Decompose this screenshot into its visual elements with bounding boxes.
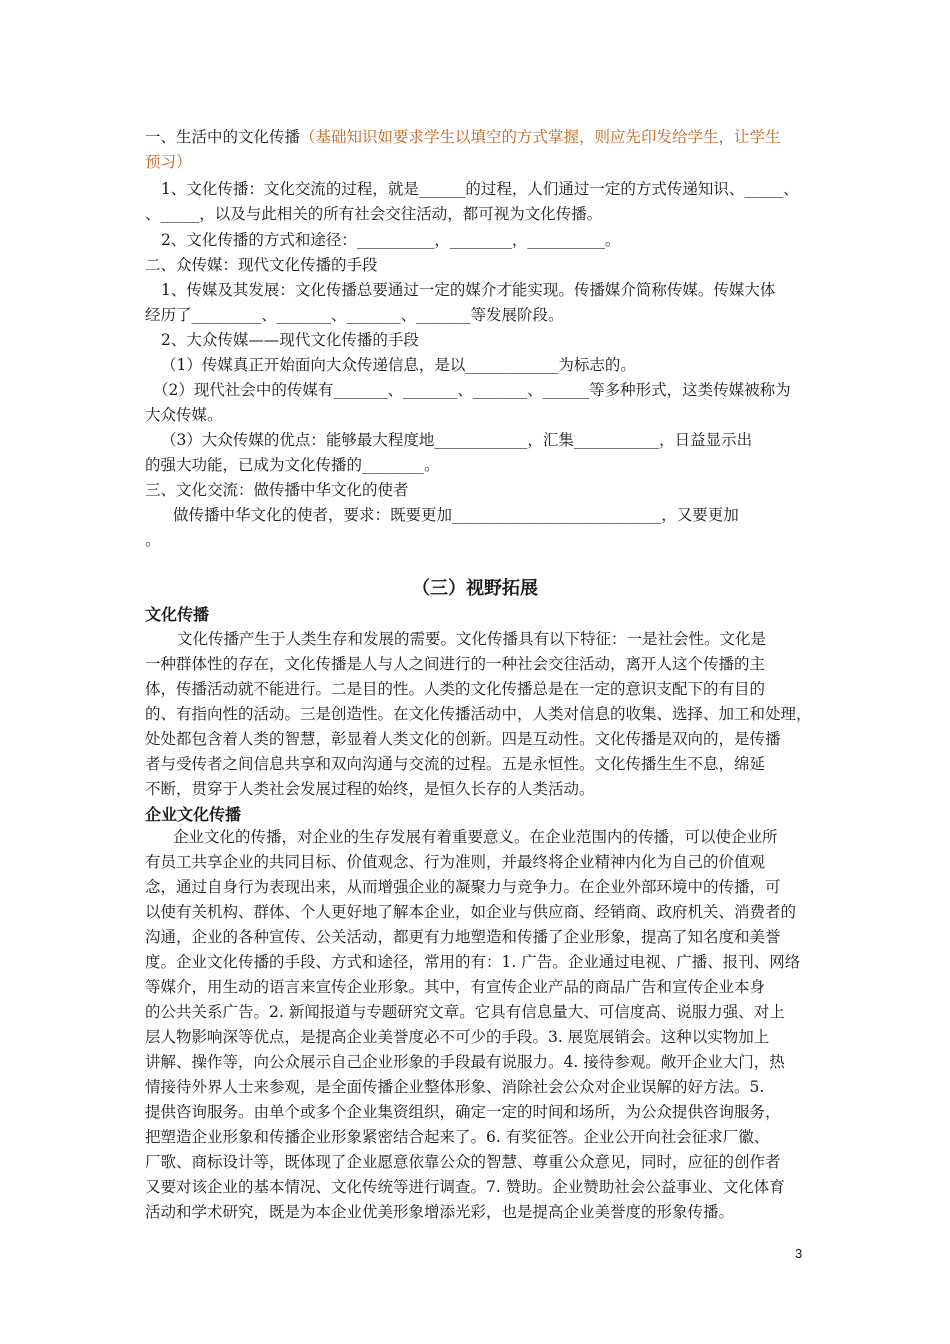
paragraph-line: 企业文化的传播，对企业的生存发展有着重要意义。在企业范围内的传播，可以使企业所 [173,828,778,846]
teacher-note-cont: 预习） [145,153,192,171]
paragraph-line: 把塑造企业形象和传播企业形象紧密结合起来了。6. 有奖征答。企业公开向社会征求厂徽、 [145,1128,770,1146]
section1-item2: 2、文化传播的方式和途径：__________，________，__________。 [161,231,621,249]
section2-heading: 二、众传媒：现代文化传播的手段 [145,256,378,274]
paragraph-line: 不断，贯穿于人类社会发展过程的始终，是恒久长存的人类活动。 [145,780,595,798]
paragraph-line: 提供咨询服务。由单个或多个企业集资组织，确定一定的时间和场所，为公众提供咨询服务， [145,1103,781,1121]
section1-heading-line [145,125,815,149]
section2-sub2-cont: 大众传媒。 [145,406,223,424]
section2-item1: 1、传媒及其发展：文化传播总要通过一定的媒介才能实现。传播媒介简称传媒。传媒大体 [161,281,776,299]
paragraph-line: 体，传播活动就不能进行。二是目的性。人类的文化传播总是在一定的意识支配下的有目的 [145,680,766,698]
section1-heading: 一、生活中的文化传播 [145,128,301,146]
paragraph-line: 等媒介，用生动的语言来宣传企业形象。其中，有宣传企业产品的商品广告和宣传企业本身 [145,978,766,996]
section2-sub3-cont: 的强大功能，已成为文化传播的________。 [145,456,440,474]
section2-item2: 2、大众传媒——现代文化传播的手段 [161,331,419,349]
paragraph-line: 者与受传者之间信息共享和双向沟通与交流的过程。五是永恒性。文化传播生生不息，绵延 [145,755,766,773]
page-number: 3 [795,1246,803,1261]
paragraph-line: 沟通，企业的各种宣传、公关活动，都更有力地塑造和传播了企业形象，提高了知名度和美誉 [145,928,781,946]
paragraph-line: 厂歌、商标设计等，既体现了企业愿意依靠公众的智慧、尊重公众意见，同时，应征的创作者 [145,1153,781,1171]
section3-text-cont: 。 [145,531,161,549]
enterprise-heading: 企业文化传播 [145,805,242,824]
section3-heading: 三、文化交流：做传播中华文化的使者 [145,481,409,499]
paragraph-line: 的公共关系广告。2. 新闻报道与专题研究文章。它具有信息量大、可信度高、说服力强、对上 [145,1003,785,1021]
paragraph-line: 以使有关机构、群体、个人更好地了解本企业，如企业与供应商、经销商、政府机关、消费者的 [145,903,797,921]
paragraph-line: 又要对该企业的基本情况、文化传统等进行调查。7. 赞助。企业赞助社会公益事业、文化体育 [145,1178,785,1196]
paragraph-line: 一种群体性的存在，文化传播是人与人之间进行的一种社会交往活动，离开人这个传播的主 [145,655,766,673]
section2-sub3: （3）大众传媒的优点：能够最大程度地____________，汇集___________，日益显示出 [161,431,753,449]
section1-item1: 1、文化传播：文化交流的过程，就是______的过程，人们通过一定的方式传递知识、_____、 [161,180,799,198]
section2-sub2: （2）现代社会中的传媒有_______、_______、_______、______等多种形式，这类传媒被称为 [153,381,791,399]
section2-sub1: （1）传媒真正开始面向大众传递信息，是以____________为标志的。 [161,356,636,374]
section1-item1-cont: 、_____，以及与此相关的所有社会交往活动，都可视为文化传播。 [145,205,603,223]
paragraph-line: 讲解、操作等，向公众展示自己企业形象的手段最有说服力。4. 接待参观。敞开企业大门，热 [145,1053,785,1071]
paragraph-line: 文化传播产生于人类生存和发展的需要。文化传播具有以下特征：一是社会性。文化是 [177,630,767,648]
section3-text: 做传播中华文化的使者，要求：既要更加___________________________，又要更加 [173,506,739,524]
culture-heading: 文化传播 [145,605,210,624]
paragraph-line: 层人物影响深等优点，是提高企业美誉度必不可少的手段。3. 展览展销会。这种以实物加上 [145,1028,770,1046]
paragraph-line: 有员工共享企业的共同目标、价值观念、行为准则，并最终将企业精神内化为自己的价值观 [145,853,766,871]
paragraph-line: 度。企业文化传播的手段、方式和途径，常用的有：1. 广告。企业通过电视、广播、报刊、网络 [145,953,801,971]
paragraph-line: 的、有指向性的活动。三是创造性。在文化传播活动中，人类对信息的收集、选择、加工和处理， [145,705,812,723]
paragraph-line: 情接待外界人士来参观，是全面传播企业整体形象、消除社会公众对企业误解的好方法。5. [145,1078,765,1096]
paragraph-line: 念，通过自身行为表现出来，从而增强企业的凝聚力与竞争力。在企业外部环境中的传播，可 [145,878,781,896]
teacher-note: （基础知识如要求学生以填空的方式掌握，则应先印发给学生，让学生 [300,128,781,146]
page-title: （三）视野拓展 [412,578,538,599]
section2-item1-cont: 经历了_________、_______、_______、_______等发展阶段。 [145,306,564,324]
paragraph-line: 活动和学术研究，既是为本企业优美形象增添光彩，也是提高企业美誉度的形象传播。 [145,1203,735,1221]
paragraph-line: 处处都包含着人类的智慧，彰显着人类文化的创新。四是互动性。文化传播是双向的，是传播 [145,730,781,748]
